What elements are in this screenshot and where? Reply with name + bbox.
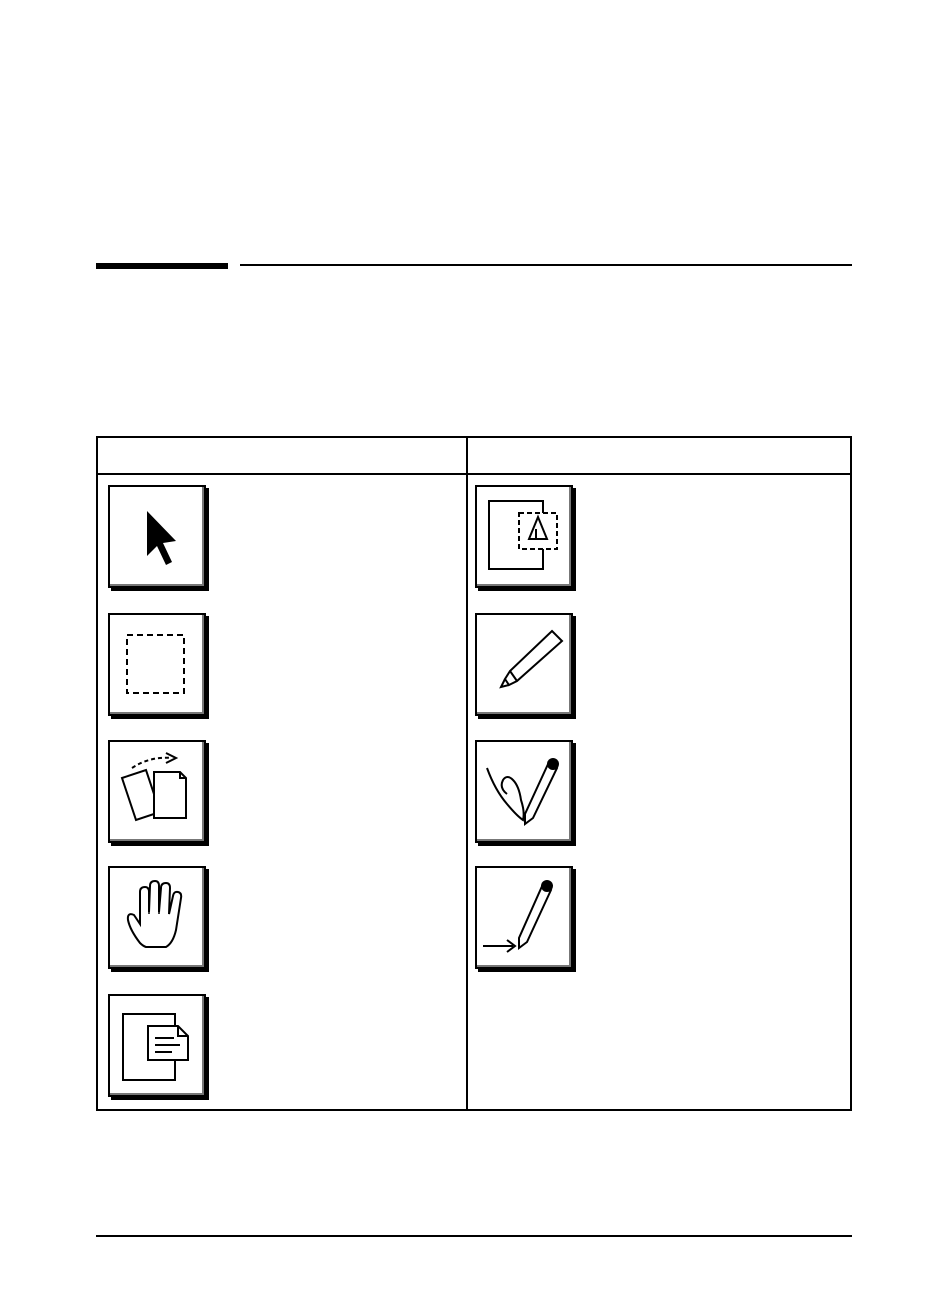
zoom-region-button[interactable] bbox=[475, 485, 573, 588]
page-flip-button[interactable] bbox=[108, 740, 206, 843]
column-divider bbox=[466, 438, 468, 1109]
signature-button[interactable] bbox=[475, 740, 573, 843]
highlighter-pen-icon bbox=[477, 615, 571, 714]
heading-rule-thick bbox=[96, 263, 228, 269]
arrow-pointer-icon bbox=[110, 487, 204, 586]
table-header bbox=[98, 438, 850, 475]
select-region-button[interactable] bbox=[108, 613, 206, 716]
footer-rule bbox=[96, 1235, 852, 1237]
hand-icon bbox=[110, 868, 204, 967]
line-pen-button[interactable] bbox=[475, 866, 573, 969]
hand-pan-button[interactable] bbox=[108, 866, 206, 969]
note-document-icon bbox=[110, 996, 204, 1095]
page-zoom-region-icon bbox=[477, 487, 571, 586]
note-button[interactable] bbox=[108, 994, 206, 1097]
signature-pen-icon bbox=[477, 742, 571, 841]
dashed-selection-box-icon bbox=[110, 615, 204, 714]
select-arrow-button[interactable] bbox=[108, 485, 206, 588]
tool-table bbox=[96, 436, 852, 1111]
highlighter-button[interactable] bbox=[475, 613, 573, 716]
heading-rule-thin bbox=[240, 264, 852, 266]
page-flip-icon bbox=[110, 742, 204, 841]
line-pen-icon bbox=[477, 868, 571, 967]
